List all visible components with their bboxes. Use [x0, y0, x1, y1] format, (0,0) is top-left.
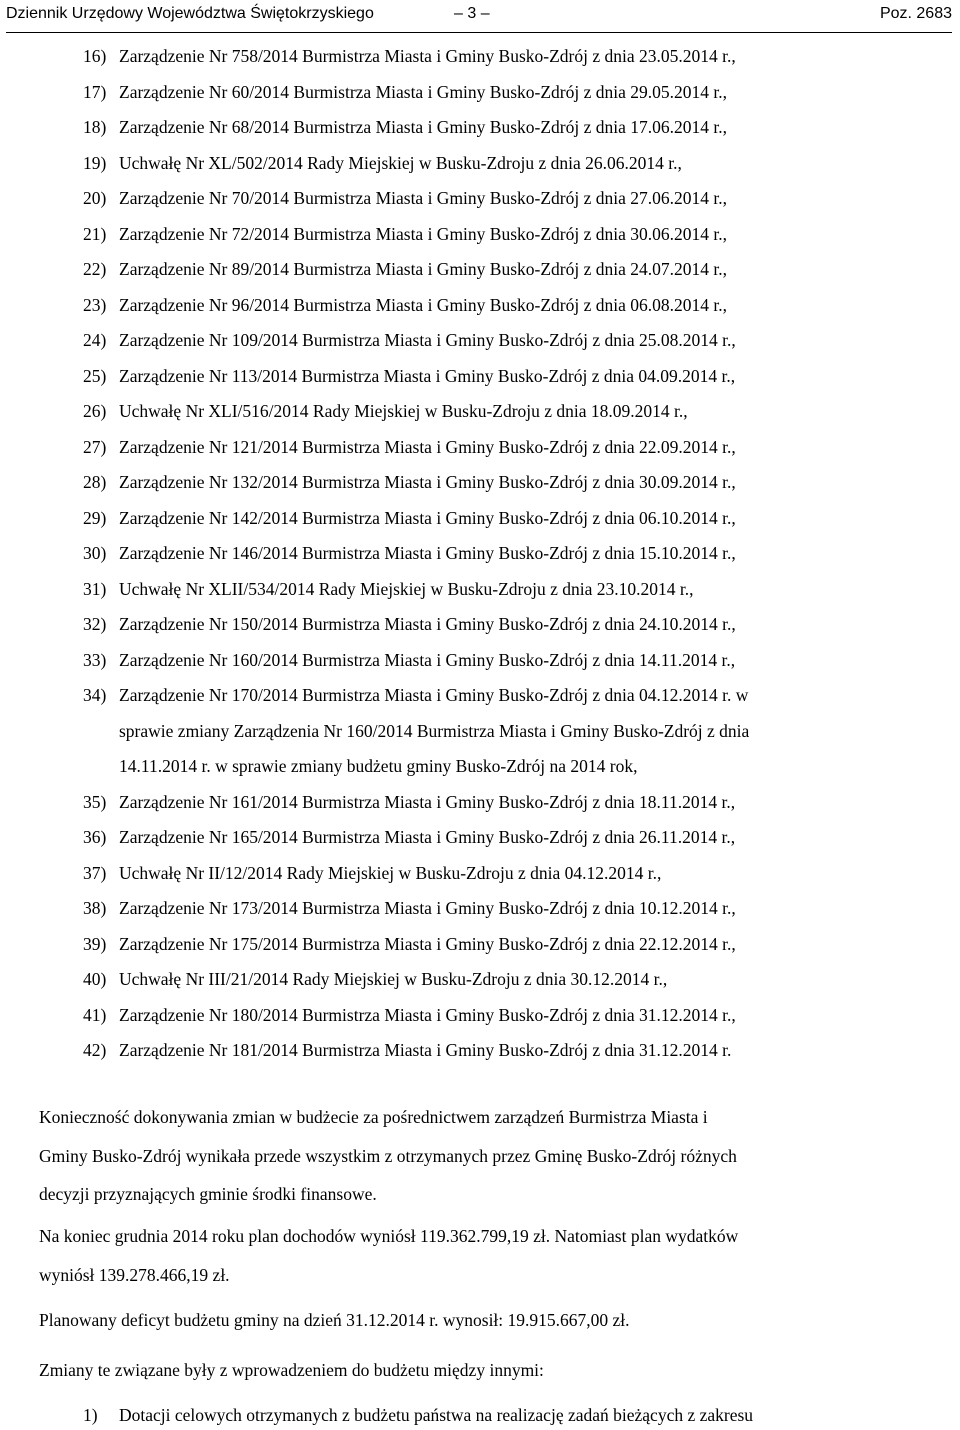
list-item: [0, 607, 960, 643]
paragraph-line: decyzji przyznających gminie środki finansowe.: [39, 1184, 377, 1204]
list-item: [0, 217, 960, 253]
list-item-text: Zarządzenie Nr 146/2014 Burmistrza Miasta i Gminy Busko-Zdrój z dnia 15.10.2014 r.,: [119, 543, 736, 563]
list-item-number: 26): [83, 401, 107, 421]
list-item-text: Zarządzenie Nr 180/2014 Burmistrza Miasta i Gminy Busko-Zdrój z dnia 31.12.2014 r.,: [119, 1004, 736, 1025]
list-item: [0, 643, 960, 679]
list-item-text: Zarządzenie Nr 121/2014 Burmistrza Miasta i Gminy Busko-Zdrój z dnia 22.09.2014 r.,: [119, 436, 736, 457]
sub-list-item-number: 1): [83, 1405, 98, 1425]
list-item-number: 35): [83, 791, 107, 812]
paragraph-line: wyniósł 139.278.466,19 zł.: [39, 1264, 230, 1285]
paragraph-line: Konieczność dokonywania zmian w budżecie za pośrednictwem zarządzeń Burmistrza Miasta i: [39, 1107, 708, 1127]
paragraph-plan: [39, 1217, 909, 1294]
list-item-text: Zarządzenie Nr 68/2014 Burmistrza Miasta i Gminy Busko-Zdrój z dnia 17.06.2014 r.,: [119, 117, 727, 137]
document-list: [0, 39, 960, 1069]
list-item: [0, 394, 960, 430]
list-item: [0, 785, 960, 821]
list-item-number: 22): [83, 259, 107, 279]
page-header: [6, 0, 952, 33]
list-item-number: 19): [83, 152, 107, 173]
list-item: [0, 962, 960, 998]
list-item-number: 29): [83, 507, 107, 528]
list-item-number: 38): [83, 898, 107, 918]
list-item-text: Uchwałę Nr XLI/516/2014 Rady Miejskiej w Busku-Zdroju z dnia 18.09.2014 r.,: [119, 401, 688, 421]
list-item-number: 39): [83, 933, 107, 954]
list-item-text: Zarządzenie Nr 160/2014 Burmistrza Miasta i Gminy Busko-Zdrój z dnia 14.11.2014 r.,: [119, 649, 736, 670]
list-item: [0, 75, 960, 111]
list-item: [0, 181, 960, 217]
page-number: – 3 –: [454, 5, 490, 22]
list-item-text: Zarządzenie Nr 70/2014 Burmistrza Miasta i Gminy Busko-Zdrój z dnia 27.06.2014 r.,: [119, 188, 727, 208]
list-item-text: Zarządzenie Nr 181/2014 Burmistrza Miasta i Gminy Busko-Zdrój z dnia 31.12.2014 r.: [119, 1040, 732, 1060]
paragraph-line: Zmiany te związane były z wprowadzeniem do budżetu między innymi:: [39, 1360, 544, 1380]
paragraph-line: Planowany deficyt budżetu gminy na dzień 31.12.2014 r. wynosił: 19.915.667,00 zł.: [39, 1310, 630, 1330]
list-item-number: 30): [83, 543, 107, 563]
list-item: [0, 678, 960, 785]
list-item-text: Uchwałę Nr II/12/2014 Rady Miejskiej w Busku-Zdroju z dnia 04.12.2014 r.,: [119, 862, 662, 883]
list-item-number: 23): [83, 294, 107, 315]
list-item-text: Zarządzenie Nr 72/2014 Burmistrza Miasta i Gminy Busko-Zdrój z dnia 30.06.2014 r.,: [119, 223, 727, 244]
list-item-text: Zarządzenie Nr 173/2014 Burmistrza Miasta i Gminy Busko-Zdrój z dnia 10.12.2014 r.,: [119, 898, 736, 918]
list-item: [0, 323, 960, 359]
list-item-number: 24): [83, 330, 107, 350]
list-item: [0, 927, 960, 963]
list-item-number: 36): [83, 827, 107, 847]
list-item-number: 42): [83, 1040, 107, 1060]
list-item-text: Zarządzenie Nr 89/2014 Burmistrza Miasta i Gminy Busko-Zdrój z dnia 24.07.2014 r.,: [119, 259, 727, 279]
paragraph-line: Gminy Busko-Zdrój wynikała przede wszystkim z otrzymanych przez Gminę Busko-Zdrój różnych: [39, 1145, 737, 1166]
list-item: [0, 252, 960, 288]
list-item-text: Zarządzenie Nr 170/2014 Burmistrza Miasta i Gminy Busko-Zdrój z dnia 04.12.2014 r. w: [119, 685, 749, 705]
list-item: [0, 288, 960, 324]
list-item: [0, 536, 960, 572]
list-item-text: Zarządzenie Nr 150/2014 Burmistrza Miasta i Gminy Busko-Zdrój z dnia 24.10.2014 r.,: [119, 614, 736, 634]
list-item: [0, 998, 960, 1034]
list-item: [0, 110, 960, 146]
list-item: [0, 856, 960, 892]
paragraph-changes-intro: [39, 1351, 909, 1390]
position-number: Poz. 2683: [879, 5, 952, 22]
list-item-number: 34): [83, 685, 107, 705]
list-item-text: Uchwałę Nr III/21/2014 Rady Miejskiej w Busku-Zdroju z dnia 30.12.2014 r.,: [119, 969, 668, 989]
list-item: [0, 501, 960, 537]
list-item-text: Zarządzenie Nr 758/2014 Burmistrza Miasta i Gminy Busko-Zdrój z dnia 23.05.2014 r.,: [119, 46, 736, 66]
list-item: [0, 891, 960, 927]
list-item-text: Uchwałę Nr XLII/534/2014 Rady Miejskiej w Busku-Zdroju z dnia 23.10.2014 r.,: [119, 578, 694, 599]
journal-title: Dziennik Urzędowy Województwa Świętokrzyskiego: [6, 5, 374, 22]
list-item: [0, 465, 960, 501]
list-item-text: Zarządzenie Nr 113/2014 Burmistrza Miasta i Gminy Busko-Zdrój z dnia 04.09.2014 r.,: [119, 365, 736, 386]
list-item-number: 25): [83, 365, 107, 386]
list-item-number: 20): [83, 188, 107, 208]
list-item-text: Zarządzenie Nr 60/2014 Burmistrza Miasta i Gminy Busko-Zdrój z dnia 29.05.2014 r.,: [119, 81, 727, 102]
list-item-number: 41): [83, 1004, 107, 1025]
list-item-text: 14.11.2014 r. w sprawie zmiany budżetu gminy Busko-Zdrój na 2014 rok,: [119, 756, 638, 776]
list-item-number: 17): [83, 81, 107, 102]
list-item-number: 37): [83, 862, 107, 883]
paragraph-deficit: [39, 1301, 909, 1340]
list-item-text: Zarządzenie Nr 132/2014 Burmistrza Miasta i Gminy Busko-Zdrój z dnia 30.09.2014 r.,: [119, 472, 736, 492]
list-item-number: 18): [83, 117, 107, 137]
list-item-text: Zarządzenie Nr 142/2014 Burmistrza Miasta i Gminy Busko-Zdrój z dnia 06.10.2014 r.,: [119, 507, 736, 528]
list-item: [0, 572, 960, 608]
list-item-text: sprawie zmiany Zarządzenia Nr 160/2014 Burmistrza Miasta i Gminy Busko-Zdrój z dnia: [119, 720, 750, 741]
list-item-number: 40): [83, 969, 107, 989]
list-item-number: 28): [83, 472, 107, 492]
paragraph-necessity: [39, 1098, 909, 1214]
list-item-text: Uchwałę Nr XL/502/2014 Rady Miejskiej w Busku-Zdroju z dnia 26.06.2014 r.,: [119, 152, 682, 173]
list-item: [0, 39, 960, 75]
list-item: [0, 820, 960, 856]
list-item-text: Zarządzenie Nr 96/2014 Burmistrza Miasta i Gminy Busko-Zdrój z dnia 06.08.2014 r.,: [119, 294, 727, 315]
list-item: [0, 430, 960, 466]
list-item: [0, 146, 960, 182]
list-item-text: Zarządzenie Nr 161/2014 Burmistrza Miasta i Gminy Busko-Zdrój z dnia 18.11.2014 r.,: [119, 791, 736, 812]
list-item-number: 27): [83, 436, 107, 457]
list-item: [0, 359, 960, 395]
list-item-text: Zarządzenie Nr 109/2014 Burmistrza Miasta i Gminy Busko-Zdrój z dnia 25.08.2014 r.,: [119, 330, 736, 350]
list-item: [0, 1033, 960, 1069]
sub-list-item-text: Dotacji celowych otrzymanych z budżetu państwa na realizację zadań bieżących z zakresu: [119, 1405, 754, 1425]
list-item-number: 32): [83, 614, 107, 634]
list-item-text: Zarządzenie Nr 165/2014 Burmistrza Miasta i Gminy Busko-Zdrój z dnia 26.11.2014 r.,: [119, 827, 736, 847]
list-item-number: 33): [83, 649, 107, 670]
paragraph-line: Na koniec grudnia 2014 roku plan dochodów wyniósł 119.362.799,19 zł. Natomiast plan wydatków: [39, 1226, 739, 1246]
list-item-number: 31): [83, 578, 107, 599]
list-item-text: Zarządzenie Nr 175/2014 Burmistrza Miasta i Gminy Busko-Zdrój z dnia 22.12.2014 r.,: [119, 933, 736, 954]
list-item-number: 16): [83, 46, 107, 66]
list-item-number: 21): [83, 223, 107, 244]
